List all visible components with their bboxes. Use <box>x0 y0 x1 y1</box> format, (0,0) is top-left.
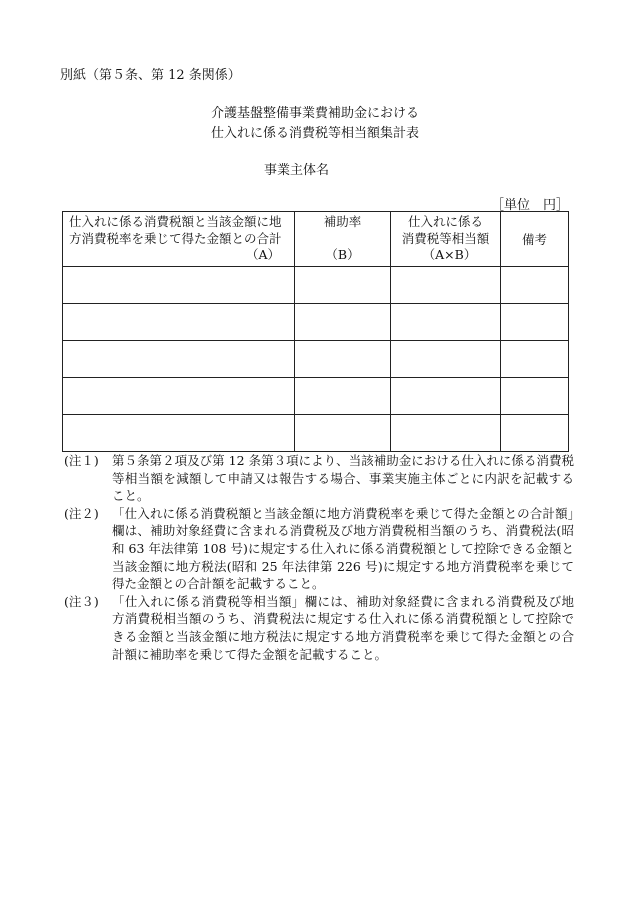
header-subsidy-rate-key: （B） <box>325 247 360 262</box>
note-label: (注１) <box>64 453 99 468</box>
header-cell-equivalent-amount <box>391 212 501 267</box>
table-cell[interactable] <box>501 267 569 304</box>
table-cell[interactable] <box>63 341 295 378</box>
table-cell[interactable] <box>391 267 501 304</box>
document-title-line-2: 仕入れに係る消費税等相当額集計表 <box>210 126 419 141</box>
table-row <box>63 267 569 304</box>
header-equivalent-amount-text: 仕入れに係る 消費税等相当額 <box>401 214 490 246</box>
table-cell[interactable] <box>63 304 295 341</box>
table-cell[interactable] <box>63 378 295 415</box>
table-cell[interactable] <box>501 415 569 452</box>
note-item <box>64 452 574 505</box>
table-cell[interactable] <box>501 378 569 415</box>
table-cell[interactable] <box>501 341 569 378</box>
table-row <box>63 341 569 378</box>
table-cell[interactable] <box>295 304 391 341</box>
summary-table <box>62 211 569 452</box>
table-cell[interactable] <box>295 415 391 452</box>
header-equivalent-amount-key: （A×B） <box>422 247 477 262</box>
table-cell[interactable] <box>295 378 391 415</box>
header-tax-amount-key: （A） <box>245 247 280 262</box>
table-cell[interactable] <box>391 304 501 341</box>
header-remarks-text: 備考 <box>521 232 547 247</box>
entity-name-label: 事業主体名 <box>264 163 330 178</box>
note-item <box>64 593 574 663</box>
header-cell-subsidy-rate <box>295 212 391 267</box>
table-cell[interactable] <box>63 415 295 452</box>
notes-section <box>64 452 574 663</box>
table-header-row <box>63 212 569 267</box>
table-cell[interactable] <box>391 378 501 415</box>
table-cell[interactable] <box>295 267 391 304</box>
table-cell[interactable] <box>63 267 295 304</box>
header-subsidy-rate-text: 補助率 <box>323 214 362 229</box>
table-cell[interactable] <box>295 341 391 378</box>
table-cell[interactable] <box>391 341 501 378</box>
note-text: 「仕入れに係る消費税等相当額」欄には、補助対象経費に含まれる消費税及び地方消費税相当額のうち、消費税法に規定する仕入れに係る消費税額として控除できる金額と当該金額に地方税法に規定する地方消費税率を乗じて得た金額との合計額に補助率を乗じて得た金額を記載すること。 <box>112 593 574 662</box>
table-cell[interactable] <box>391 415 501 452</box>
note-item <box>64 505 574 593</box>
header-cell-tax-amount <box>63 212 295 267</box>
header-cell-remarks <box>501 212 569 267</box>
reference-label: 別紙（第５条、第 12 条関係） <box>60 68 241 83</box>
table-cell[interactable] <box>501 304 569 341</box>
table-row <box>63 304 569 341</box>
note-text: 第５条第２項及び第 12 条第３項により、当該補助金における仕入れに係る消費税等相当額を減額して申請又は報告する場合、事業実施主体ごとに内訳を記載すること。 <box>112 453 574 504</box>
note-label: (注２) <box>64 505 99 521</box>
table-row <box>63 378 569 415</box>
note-text: 「仕入れに係る消費税額と当該金額に地方消費税率を乗じて得た金額との合計額」欄は、補助対象経費に含まれる消費税及び地方消費税相当額のうち、消費税法(昭和 63 年法律第 108 号)に規定する仕入れに係る消費税額として控除できる金額と当該金額に地方税法(昭和 25 年法律第 226 号)に規定する地方消費税率を乗じて得た金額との合計額を記載すること。 <box>112 505 574 592</box>
note-label: (注３) <box>64 593 99 609</box>
header-tax-amount-text: 仕入れに係る消費税額と当該金額に地方消費税率を乗じて得た金額との合計 <box>69 214 282 246</box>
unit-label: ［単位 円］ <box>490 198 569 213</box>
document-title-line-1: 介護基盤整備事業費補助金における <box>210 106 419 121</box>
table-row <box>63 415 569 452</box>
